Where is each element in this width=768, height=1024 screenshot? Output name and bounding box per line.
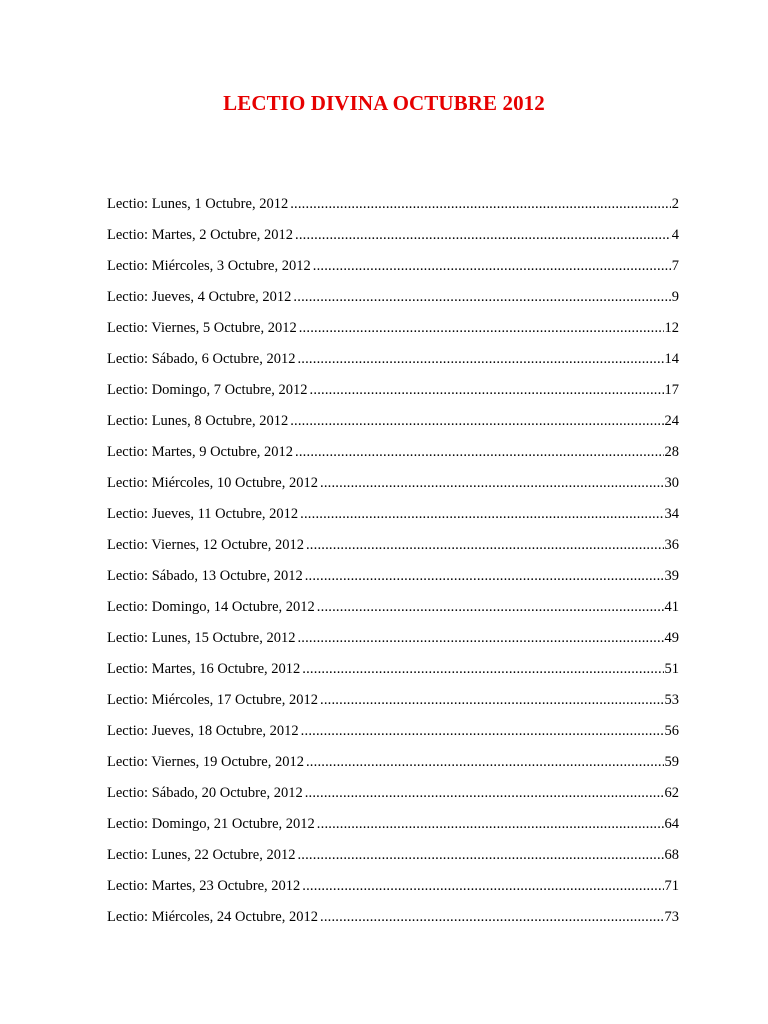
toc-entry[interactable] xyxy=(107,723,679,754)
toc-entry[interactable] xyxy=(107,599,679,630)
toc-dot-leader xyxy=(300,506,663,523)
toc-entry-label: Lectio: Viernes, 5 Octubre, 2012 xyxy=(107,320,297,336)
toc-page-number: 30 xyxy=(664,475,679,491)
toc-dot-leader xyxy=(320,475,664,492)
toc-page-number: 56 xyxy=(664,723,679,739)
toc-page-number: 17 xyxy=(664,382,679,398)
toc-dot-leader xyxy=(297,847,663,864)
toc-entry[interactable] xyxy=(107,537,679,568)
toc-entry[interactable] xyxy=(107,909,679,940)
toc-entry-label: Lectio: Domingo, 21 Octubre, 2012 xyxy=(107,816,315,832)
toc-entry[interactable] xyxy=(107,413,679,444)
toc-page-number: 51 xyxy=(664,661,679,677)
toc-page-number: 4 xyxy=(671,227,679,243)
toc-entry-label: Lectio: Miércoles, 3 Octubre, 2012 xyxy=(107,258,311,274)
toc-dot-leader xyxy=(295,227,671,244)
toc-entry[interactable] xyxy=(107,196,679,227)
toc-entry-label: Lectio: Viernes, 19 Octubre, 2012 xyxy=(107,754,304,770)
toc-entry[interactable] xyxy=(107,816,679,847)
toc-entry[interactable] xyxy=(107,506,679,537)
toc-entry[interactable] xyxy=(107,475,679,506)
toc-dot-leader xyxy=(306,537,664,554)
toc-entry-label: Lectio: Martes, 23 Octubre, 2012 xyxy=(107,878,301,894)
toc-dot-leader xyxy=(320,692,664,709)
toc-entry[interactable] xyxy=(107,878,679,909)
toc-page-number: 36 xyxy=(664,537,679,553)
toc-page-number: 9 xyxy=(671,289,679,305)
toc-entry-label: Lectio: Domingo, 7 Octubre, 2012 xyxy=(107,382,308,398)
toc-entry-label: Lectio: Lunes, 8 Octubre, 2012 xyxy=(107,413,289,429)
toc-entry-label: Lectio: Lunes, 1 Octubre, 2012 xyxy=(107,196,289,212)
toc-dot-leader xyxy=(305,568,664,585)
toc-entry-label: Lectio: Miércoles, 17 Octubre, 2012 xyxy=(107,692,318,708)
toc-page-number: 62 xyxy=(664,785,679,801)
table-of-contents xyxy=(107,196,679,940)
toc-entry[interactable] xyxy=(107,444,679,475)
toc-entry[interactable] xyxy=(107,320,679,351)
toc-page-number: 28 xyxy=(664,444,679,460)
toc-entry-label: Lectio: Lunes, 15 Octubre, 2012 xyxy=(107,630,296,646)
toc-page-number: 2 xyxy=(671,196,679,212)
toc-entry-label: Lectio: Jueves, 11 Octubre, 2012 xyxy=(107,506,299,522)
toc-page-number: 64 xyxy=(664,816,679,832)
toc-entry[interactable] xyxy=(107,847,679,878)
toc-entry-label: Lectio: Martes, 9 Octubre, 2012 xyxy=(107,444,294,460)
toc-page-number: 68 xyxy=(664,847,679,863)
toc-page-number: 14 xyxy=(664,351,679,367)
toc-entry[interactable] xyxy=(107,785,679,816)
toc-entry[interactable] xyxy=(107,661,679,692)
toc-dot-leader xyxy=(313,258,671,275)
toc-dot-leader xyxy=(297,351,663,368)
toc-entry[interactable] xyxy=(107,289,679,320)
toc-dot-leader xyxy=(290,413,663,430)
toc-entry-label: Lectio: Domingo, 14 Octubre, 2012 xyxy=(107,599,315,615)
toc-page-number: 41 xyxy=(664,599,679,615)
toc-entry-label: Lectio: Miércoles, 24 Octubre, 2012 xyxy=(107,909,318,925)
toc-entry[interactable] xyxy=(107,692,679,723)
toc-entry[interactable] xyxy=(107,630,679,661)
toc-page-number: 24 xyxy=(664,413,679,429)
toc-entry-label: Lectio: Sábado, 13 Octubre, 2012 xyxy=(107,568,303,584)
toc-dot-leader xyxy=(293,289,670,306)
toc-page-number: 71 xyxy=(664,878,679,894)
toc-entry-label: Lectio: Sábado, 20 Octubre, 2012 xyxy=(107,785,303,801)
toc-dot-leader xyxy=(317,599,664,616)
page-title: LECTIO DIVINA OCTUBRE 2012 xyxy=(223,91,545,115)
toc-dot-leader xyxy=(310,382,664,399)
toc-entry[interactable] xyxy=(107,227,679,258)
toc-entry-label: Lectio: Jueves, 4 Octubre, 2012 xyxy=(107,289,292,305)
toc-dot-leader xyxy=(305,785,664,802)
toc-page-number: 73 xyxy=(664,909,679,925)
toc-dot-leader xyxy=(302,661,663,678)
toc-entry[interactable] xyxy=(107,754,679,785)
toc-page-number: 34 xyxy=(664,506,679,522)
toc-page-number: 49 xyxy=(664,630,679,646)
toc-entry-label: Lectio: Lunes, 22 Octubre, 2012 xyxy=(107,847,296,863)
toc-dot-leader xyxy=(290,196,671,213)
toc-entry-label: Lectio: Jueves, 18 Octubre, 2012 xyxy=(107,723,299,739)
toc-entry[interactable] xyxy=(107,568,679,599)
toc-page-number: 59 xyxy=(664,754,679,770)
toc-entry[interactable] xyxy=(107,258,679,289)
toc-entry[interactable] xyxy=(107,382,679,413)
toc-entry-label: Lectio: Miércoles, 10 Octubre, 2012 xyxy=(107,475,318,491)
toc-dot-leader xyxy=(301,723,664,740)
toc-entry-label: Lectio: Martes, 2 Octubre, 2012 xyxy=(107,227,294,243)
toc-page-number: 7 xyxy=(671,258,679,274)
toc-dot-leader xyxy=(299,320,664,337)
toc-dot-leader xyxy=(295,444,663,461)
toc-dot-leader xyxy=(297,630,663,647)
toc-dot-leader xyxy=(320,909,664,926)
toc-page-number: 39 xyxy=(664,568,679,584)
toc-entry-label: Lectio: Sábado, 6 Octubre, 2012 xyxy=(107,351,296,367)
toc-entry-label: Lectio: Martes, 16 Octubre, 2012 xyxy=(107,661,301,677)
toc-dot-leader xyxy=(302,878,663,895)
toc-entry-label: Lectio: Viernes, 12 Octubre, 2012 xyxy=(107,537,304,553)
toc-page-number: 12 xyxy=(664,320,679,336)
toc-dot-leader xyxy=(317,816,664,833)
toc-entry[interactable] xyxy=(107,351,679,382)
toc-page-number: 53 xyxy=(664,692,679,708)
toc-dot-leader xyxy=(306,754,664,771)
